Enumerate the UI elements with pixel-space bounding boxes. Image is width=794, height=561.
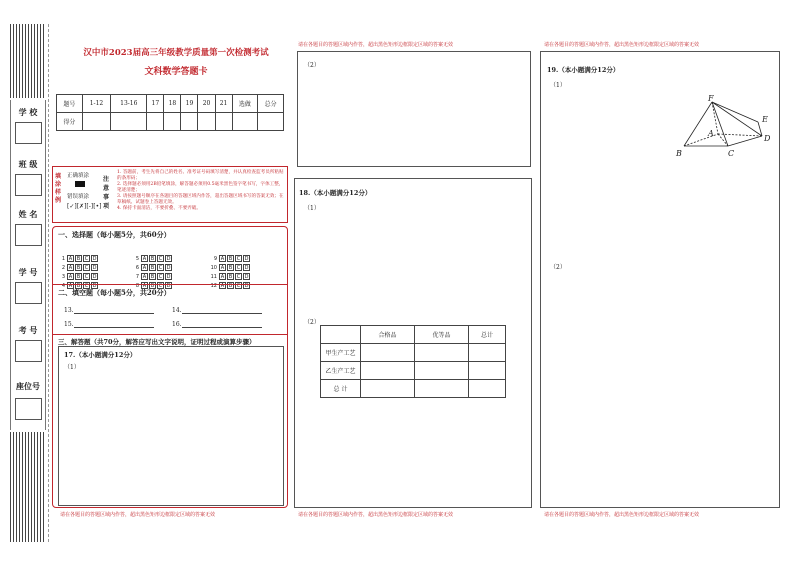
question-number: 3 [61, 274, 65, 280]
question-number: 2 [61, 265, 65, 271]
q18-cell[interactable] [361, 344, 415, 362]
score-header: 题号 [57, 95, 83, 113]
q17-title: 17.（本小题满分12分） [64, 351, 137, 359]
option-bubble[interactable]: B [76, 265, 81, 271]
fill-example-title: 填涂样例 [55, 173, 62, 204]
choice-group-1 [58, 245, 99, 289]
correct-fill-label: 正确填涂 [67, 173, 90, 179]
wrong-fill-label: 错误填涂 [67, 194, 90, 200]
notice-item: 1. 答题前，考生先将自己的姓名、准考证号码填写清楚，并认真检查监考员所粘贴的条形码； [117, 170, 284, 181]
option-bubble[interactable]: C [158, 256, 163, 262]
score-cell[interactable] [111, 113, 147, 131]
option-bubble[interactable]: D [244, 256, 249, 262]
school-field[interactable] [15, 122, 42, 144]
vertex-label: A [708, 129, 714, 138]
score-header: 1-12 [82, 95, 111, 113]
option-bubble[interactable]: D [92, 265, 97, 271]
answer-area-warning: 请在各题目的答题区域内作答，超出黑色矩形边框限定区域的答案无效 [544, 42, 700, 48]
option-bubble[interactable]: A [142, 274, 147, 280]
score-cell[interactable] [198, 113, 215, 131]
section-divider [52, 334, 288, 335]
notice-list [117, 170, 285, 212]
option-bubble[interactable]: D [92, 256, 97, 262]
school-label: 学 校 [18, 108, 38, 117]
q18-table [320, 325, 506, 398]
q19-solid-figure [670, 94, 774, 160]
score-cell[interactable] [258, 113, 284, 131]
choice-section-title: 一、选择题（每小题5分，共60分） [58, 230, 171, 239]
q18-cell[interactable] [469, 344, 506, 362]
option-bubble[interactable]: A [142, 265, 147, 271]
barcode-strip-bottom [10, 432, 46, 542]
q18-cell[interactable] [361, 362, 415, 380]
exam-title: 汉中市2023届高三年级教学质量第一次检测考试 [83, 48, 269, 58]
question-number: 8 [135, 283, 139, 289]
score-header: 18 [164, 95, 181, 113]
option-bubble[interactable]: D [166, 283, 171, 289]
option-bubble[interactable]: C [84, 256, 89, 262]
q17-answer-box[interactable] [58, 346, 284, 506]
option-bubble[interactable]: B [150, 265, 155, 271]
class-field[interactable] [15, 174, 42, 196]
option-bubble[interactable]: B [150, 256, 155, 262]
score-cell[interactable] [232, 113, 258, 131]
student-id-field[interactable] [15, 282, 42, 304]
score-row-label: 得分 [57, 113, 83, 131]
score-header: 选做 [232, 95, 258, 113]
option-bubble[interactable]: B [228, 256, 233, 262]
vertex-label: D [764, 134, 771, 143]
q19-part1: （1） [550, 82, 566, 89]
score-cell[interactable] [164, 113, 181, 131]
q18-cell[interactable] [415, 380, 469, 398]
section-divider [52, 284, 288, 285]
option-bubble[interactable]: C [236, 256, 241, 262]
exam-number-label: 考 号 [18, 326, 38, 335]
answer-area-warning: 请在各题目的答题区域内作答，超出黑色矩形边框限定区域的答案无效 [544, 512, 700, 518]
question-number: 7 [135, 274, 139, 280]
q18-row-label: 乙生产工艺 [321, 362, 361, 380]
q18-row-label: 总 计 [321, 380, 361, 398]
fill-item-15[interactable]: 15. [64, 320, 154, 328]
q-prev-answer-box[interactable] [297, 51, 531, 167]
option-bubble[interactable]: C [84, 265, 89, 271]
seat-number-label: 座位号 [16, 382, 40, 391]
answer-area-warning: 请在各题目的答题区域内作答，超出黑色矩形边框限定区域的答案无效 [298, 512, 454, 518]
vertex-label: E [762, 115, 768, 124]
option-bubble[interactable]: D [166, 256, 171, 262]
q19-part2: （2） [550, 264, 566, 271]
option-bubble[interactable]: A [220, 265, 225, 271]
option-bubble[interactable]: D [244, 274, 249, 280]
option-bubble[interactable]: A [142, 256, 147, 262]
option-bubble[interactable]: C [236, 265, 241, 271]
question-number: 10 [210, 265, 217, 271]
option-bubble[interactable]: C [158, 265, 163, 271]
option-bubble[interactable]: C [236, 283, 241, 289]
q18-cell[interactable] [361, 380, 415, 398]
vertex-label: C [728, 149, 735, 158]
q18-part1: （1） [304, 205, 320, 212]
class-label: 班 级 [18, 160, 38, 169]
fill-item-14[interactable]: 14. [172, 306, 262, 314]
q18-part2: （2） [304, 319, 320, 326]
answer-area-warning: 请在各题目的答题区域内作答，超出黑色矩形边框限定区域的答案无效 [298, 42, 454, 48]
fill-item-16[interactable]: 16. [172, 320, 262, 328]
sidebar-fields [10, 100, 50, 430]
choice-group-2 [132, 245, 173, 289]
option-bubble[interactable]: C [84, 283, 89, 289]
question-number: 9 [213, 256, 217, 262]
exam-subtitle: 文科数学答题卡 [144, 67, 208, 77]
option-bubble[interactable]: C [158, 274, 163, 280]
option-bubble[interactable]: B [228, 283, 233, 289]
q18-cell[interactable] [415, 362, 469, 380]
option-bubble[interactable]: B [150, 274, 155, 280]
student-id-label: 学 号 [18, 268, 38, 277]
fill-section-title: 二、填空题（每小题5分，共20分） [58, 288, 171, 297]
q18-table-header: 总计 [469, 326, 506, 344]
question-number: 5 [135, 256, 139, 262]
option-bubble[interactable]: D [166, 274, 171, 280]
q17-part1: （1） [64, 364, 80, 371]
option-bubble[interactable]: B [76, 274, 81, 280]
vertex-label: F [708, 94, 714, 103]
vertex-label: B [676, 149, 682, 158]
option-bubble[interactable]: A [220, 256, 225, 262]
question-number: 1 [61, 256, 65, 262]
option-bubble[interactable]: B [150, 283, 155, 289]
q18-row-label: 甲生产工艺 [321, 344, 361, 362]
option-bubble[interactable]: C [84, 274, 89, 280]
name-label: 姓 名 [18, 210, 38, 219]
option-bubble[interactable]: B [76, 283, 81, 289]
option-bubble[interactable]: D [92, 274, 97, 280]
q18-cell[interactable] [415, 344, 469, 362]
fill-item-13[interactable]: 13. [64, 306, 154, 314]
score-header: 21 [215, 95, 232, 113]
score-cell[interactable] [181, 113, 198, 131]
option-bubble[interactable]: A [68, 274, 73, 280]
cut-line [48, 24, 49, 542]
notice-title: 注意事项 [103, 176, 110, 210]
option-bubble[interactable]: D [244, 265, 249, 271]
notice-box [52, 166, 288, 223]
question-number: 6 [135, 265, 139, 271]
option-bubble[interactable]: B [76, 256, 81, 262]
option-bubble[interactable]: B [228, 265, 233, 271]
seat-number-field[interactable] [15, 398, 42, 420]
score-header: 17 [147, 95, 164, 113]
score-table [56, 94, 284, 131]
option-bubble[interactable]: D [166, 265, 171, 271]
q18-title: 18.（本小题满分12分） [299, 189, 372, 197]
score-header: 总分 [258, 95, 284, 113]
answer-section-title: 三、解答题（共70分，解答应写出文字说明，证明过程或演算步骤） [58, 338, 256, 346]
q18-table-header [321, 326, 361, 344]
notice-item: 4. 保持卡面清洁，不要折叠、不要弄破。 [117, 206, 201, 211]
q18-cell[interactable] [469, 380, 506, 398]
score-header: 20 [198, 95, 215, 113]
option-bubble[interactable]: A [68, 265, 73, 271]
option-bubble[interactable]: D [92, 283, 97, 289]
notice-item: 2. 选择题必须用2B铅笔填涂，解答题必须用0.5毫米黑色签字笔书写，字体工整，笔迹清楚； [117, 182, 284, 193]
option-bubble[interactable]: C [236, 274, 241, 280]
option-bubble[interactable]: B [228, 274, 233, 280]
option-bubble[interactable]: A [142, 283, 147, 289]
q19-title: 19.（本小题满分12分） [547, 66, 620, 74]
question-number: 12 [210, 283, 217, 289]
exam-number-field[interactable] [15, 340, 42, 362]
notice-item: 3. 请按照题号顺序在各题目的答题区域内作答，超出答题区域书写的答案无效；在草稿纸、试题卷上答题无效。 [117, 194, 284, 205]
option-bubble[interactable]: A [68, 256, 73, 262]
score-cell[interactable] [82, 113, 111, 131]
q18-table-header: 合格品 [361, 326, 415, 344]
name-field[interactable] [15, 224, 42, 246]
question-number: 11 [210, 274, 217, 280]
question-number: 4 [61, 283, 65, 289]
barcode-strip-top [10, 24, 46, 98]
score-cell[interactable] [147, 113, 164, 131]
q18-cell[interactable] [469, 362, 506, 380]
score-header: 19 [181, 95, 198, 113]
wrong-fill-marks: [✓][✗][-][•] [67, 203, 102, 210]
answer-area-warning: 请在各题目的答题区域内作答，超出黑色矩形边框限定区域的答案无效 [60, 512, 216, 518]
option-bubble[interactable]: C [158, 283, 163, 289]
score-header: 13-16 [111, 95, 147, 113]
q18-table-header: 优等品 [415, 326, 469, 344]
option-bubble[interactable]: A [68, 283, 73, 289]
correct-fill-mark [75, 181, 85, 187]
option-bubble[interactable]: D [244, 283, 249, 289]
q-prev-part2: （2） [304, 62, 320, 69]
option-bubble[interactable]: A [220, 283, 225, 289]
choice-group-3 [210, 245, 251, 289]
option-bubble[interactable]: A [220, 274, 225, 280]
score-cell[interactable] [215, 113, 232, 131]
